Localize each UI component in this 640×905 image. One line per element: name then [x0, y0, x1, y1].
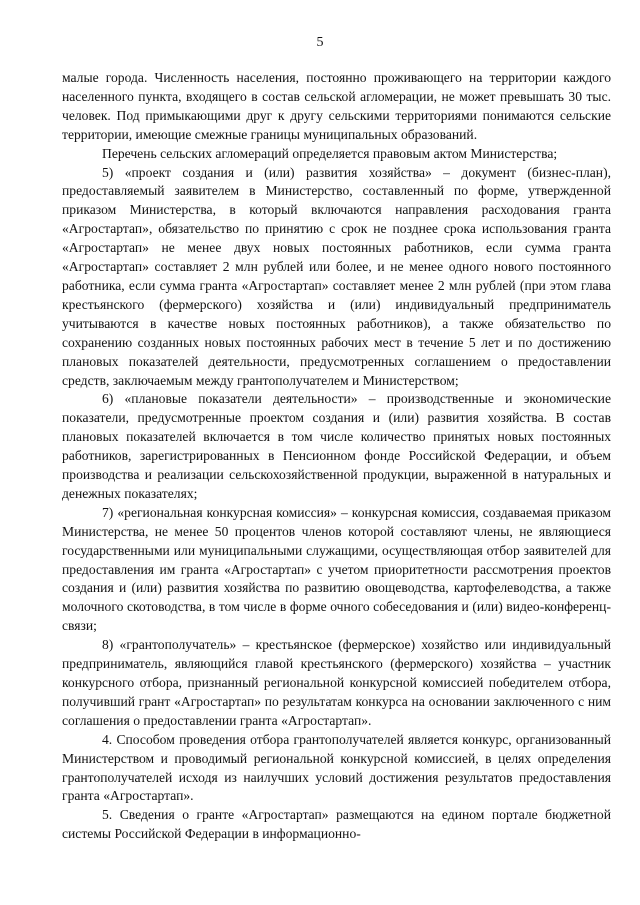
document-body [62, 69, 611, 844]
paragraph-section-4: 4. Способом проведения отбора грантополучателей является конкурс, организованный Министерством и проводимый региональной конкурсной комиссией, в целях определения грантополучателей исходя из наилучших условий достижения результатов предоставления гранта «Агростартап». [62, 731, 611, 804]
paragraph-agglomeration-list: Перечень сельских агломераций определяется правовым актом Министерства; [102, 145, 558, 161]
paragraph-section-5: 5. Сведения о гранте «Агростартап» размещаются на едином портале бюджетной системы Российской Федерации в информационно- [62, 807, 611, 842]
paragraph-continuation: малые города. Численность населения, постоянно проживающего на территории каждого населенного пункта, входящего в состав сельской агломерации, не может превышать 30 тыс. человек. Под примыкающими друг к другу сельскими территориями понимаются сельские территории, имеющие смежные границы муниципальных образований. [62, 70, 611, 142]
paragraph-item-7: 7) «региональная конкурсная комиссия» – конкурсная комиссия, создаваемая приказом Министерства, не менее 50 процентов членов которой составляют члены, не являющиеся государственными или муниципальными служащими, осуществляющая отбор заявителей для предоставления им гранта «Агростартап» с учетом приоритетности рассмотрения проектов создания и (или) развития хозяйства по развитию овощеводства, картофелеводства, а также молочного скотоводства, в том числе в форме очного собеседования и (или) видео-конференц-связи; [62, 504, 611, 634]
page-number: 5 [316, 35, 324, 50]
paragraph-item-8: 8) «грантополучатель» – крестьянское (фермерское) хозяйство или индивидуальный предприниматель, являющийся главой крестьянского (фермерского) хозяйства – участник конкурсного отбора, признанный региональной конкурсной комиссией победителем отбора, получивший грант «Агростартап» по результатам конкурса на основании заключенного с ним соглашения о предоставлении гранта «Агростартап». [62, 637, 611, 728]
paragraph-item-5: 5) «проект создания и (или) развития хозяйства» – документ (бизнес-план), предоставляемый заявителем в Министерство, составленный по форме, утвержденной приказом Министерства, в который включаются направления расходования гранта «Агростартап», обязательство по принятию с срок не позднее срока использования гранта «Агростартап» не менее двух новых постоянных работников, если сумма гранта «Агростартап» составляет 2 млн рублей или более, и не менее одного нового постоянного работника, если сумма гранта «Агростартап» составляет менее 2 млн рублей (при этом глава крестьянского (фермерского) хозяйства и (или) индивидуальный предприниматель учитываются в качестве новых постоянных работников), а также обязательство по сохранению созданных новых постоянных рабочих мест в течение 5 лет и по достижению плановых показателей деятельности, предусмотренных соглашением о предоставлении средств, заключаемым между грантополучателем и Министерством; [62, 164, 611, 388]
paragraph-item-6: 6) «плановые показатели деятельности» – производственные и экономические показатели, предусмотренные проектом создания и (или) развития хозяйства. В состав плановых показателей включается в том числе количество принятых новых постоянных работников, зарегистрированных в Пенсионном фонде Российской Федерации, и объем производства и реализации сельскохозяйственной продукции, выраженной в натуральных и денежных показателях; [62, 391, 611, 501]
